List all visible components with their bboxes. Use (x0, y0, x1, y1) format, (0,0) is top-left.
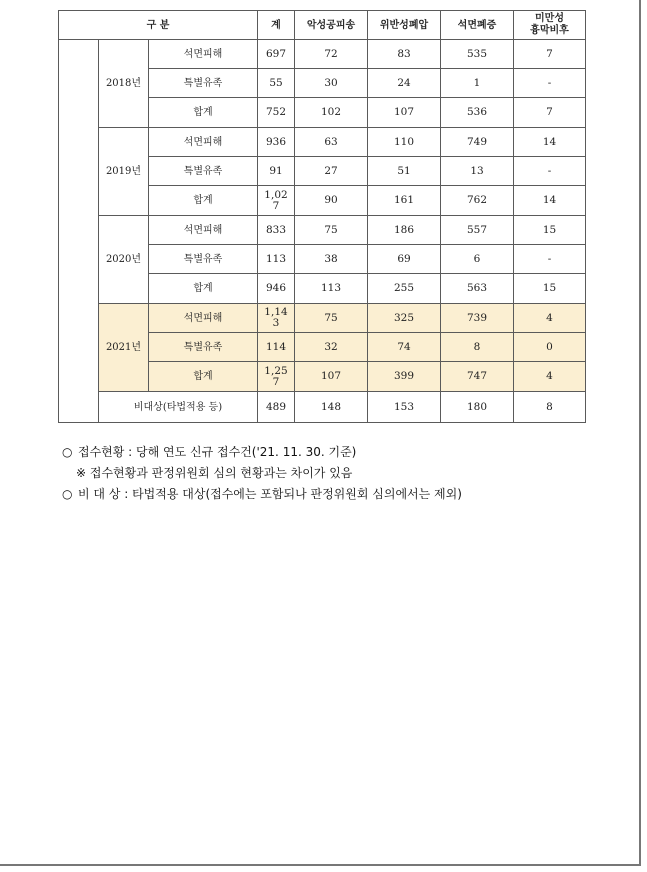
year-label: 2021년 (99, 304, 149, 392)
cell-c3: 749 (441, 128, 514, 157)
cell-c4: 4 (514, 362, 586, 392)
cell-c4: - (514, 245, 586, 274)
statistics-table (58, 10, 586, 423)
table-row (59, 128, 586, 157)
cell-c1: 148 (295, 392, 368, 423)
row-label: 석면피해 (149, 128, 258, 157)
cell-total: 946 (258, 274, 295, 304)
header-gubun: 구 분 (59, 11, 258, 40)
circle-bullet-icon: ○ (62, 445, 73, 459)
note-line-1 (62, 442, 462, 463)
cell-total: 752 (258, 98, 295, 128)
cell-c4: 15 (514, 216, 586, 245)
table-row-highlighted (59, 304, 586, 333)
cell-total: 113 (258, 245, 295, 274)
header-col2: 위반성폐압 (368, 11, 441, 40)
cell-c3: 563 (441, 274, 514, 304)
circle-bullet-icon: ○ (62, 487, 73, 501)
cell-total: 1,02 7 (258, 186, 295, 216)
cell-total: 55 (258, 69, 295, 98)
cell-c4: 14 (514, 186, 586, 216)
cell-c3: 739 (441, 304, 514, 333)
cell-c4: - (514, 69, 586, 98)
cell-c2: 186 (368, 216, 441, 245)
cell-c4: 7 (514, 98, 586, 128)
header-total: 계 (258, 11, 295, 40)
non-target-label: 비대상(타법적용 등) (99, 392, 258, 423)
header-col3: 석면폐증 (441, 11, 514, 40)
cell-c3: 536 (441, 98, 514, 128)
cell-c4: 0 (514, 333, 586, 362)
note-text-2: ※ 접수현황과 판정위원회 심의 현황과는 차이가 있음 (76, 466, 353, 480)
cell-c3: 13 (441, 157, 514, 186)
cell-c2: 325 (368, 304, 441, 333)
cell-c1: 30 (295, 69, 368, 98)
year-label: 2019년 (99, 128, 149, 216)
cell-c2: 107 (368, 98, 441, 128)
cell-total: 697 (258, 40, 295, 69)
cell-c1: 75 (295, 304, 368, 333)
sum-label: 합계 (149, 362, 258, 392)
cell-c3: 8 (441, 333, 514, 362)
cell-c1: 75 (295, 216, 368, 245)
cell-c1: 113 (295, 274, 368, 304)
note-text-3: 비 대 상 : 타법적용 대상(접수에는 포함되나 판정위원회 심의에서는 제외) (78, 487, 462, 501)
cell-c4: 7 (514, 40, 586, 69)
cell-c1: 72 (295, 40, 368, 69)
cell-c1: 107 (295, 362, 368, 392)
non-target-row (59, 392, 586, 423)
cell-total: 489 (258, 392, 295, 423)
cell-c1: 63 (295, 128, 368, 157)
cell-c2: 51 (368, 157, 441, 186)
note-line-3 (62, 484, 462, 505)
row-label: 특별유족 (149, 333, 258, 362)
cell-c1: 90 (295, 186, 368, 216)
header-col4: 미만성 흉막비후 (514, 11, 586, 40)
header-col1: 악성공피송 (295, 11, 368, 40)
cell-c2: 69 (368, 245, 441, 274)
row-label: 석면피해 (149, 216, 258, 245)
cell-c4: 14 (514, 128, 586, 157)
cell-c3: 535 (441, 40, 514, 69)
table-row (59, 40, 586, 69)
cell-c3: 180 (441, 392, 514, 423)
cell-total: 91 (258, 157, 295, 186)
cell-c2: 74 (368, 333, 441, 362)
cell-c3: 6 (441, 245, 514, 274)
row-label: 석면피해 (149, 304, 258, 333)
sum-label: 합계 (149, 186, 258, 216)
cell-c1: 38 (295, 245, 368, 274)
cell-c4: 8 (514, 392, 586, 423)
note-text-1: 접수현황 : 당해 연도 신규 접수건('21. 11. 30. 기준) (78, 445, 357, 459)
cell-c2: 83 (368, 40, 441, 69)
year-label: 2020년 (99, 216, 149, 304)
cell-c2: 255 (368, 274, 441, 304)
cell-c1: 102 (295, 98, 368, 128)
row-label: 특별유족 (149, 157, 258, 186)
cell-c2: 161 (368, 186, 441, 216)
footnotes (62, 442, 462, 505)
cell-c3: 762 (441, 186, 514, 216)
cell-c4: 4 (514, 304, 586, 333)
row-label: 특별유족 (149, 69, 258, 98)
cell-total: 833 (258, 216, 295, 245)
cell-c1: 32 (295, 333, 368, 362)
row-label: 특별유족 (149, 245, 258, 274)
table-header-row (59, 11, 586, 40)
cell-c1: 27 (295, 157, 368, 186)
sum-label: 합계 (149, 274, 258, 304)
year-label: 2018년 (99, 40, 149, 128)
cell-c4: 15 (514, 274, 586, 304)
cell-c2: 399 (368, 362, 441, 392)
cell-c4: - (514, 157, 586, 186)
row-label: 석면피해 (149, 40, 258, 69)
cell-total: 1,14 3 (258, 304, 295, 333)
cell-total: 1,25 7 (258, 362, 295, 392)
table-row (59, 216, 586, 245)
blank-left-cell (59, 40, 99, 423)
cell-total: 114 (258, 333, 295, 362)
sum-label: 합계 (149, 98, 258, 128)
cell-c2: 153 (368, 392, 441, 423)
note-line-2 (62, 463, 462, 484)
cell-total: 936 (258, 128, 295, 157)
cell-c3: 747 (441, 362, 514, 392)
cell-c2: 24 (368, 69, 441, 98)
cell-c2: 110 (368, 128, 441, 157)
cell-c3: 557 (441, 216, 514, 245)
cell-c3: 1 (441, 69, 514, 98)
